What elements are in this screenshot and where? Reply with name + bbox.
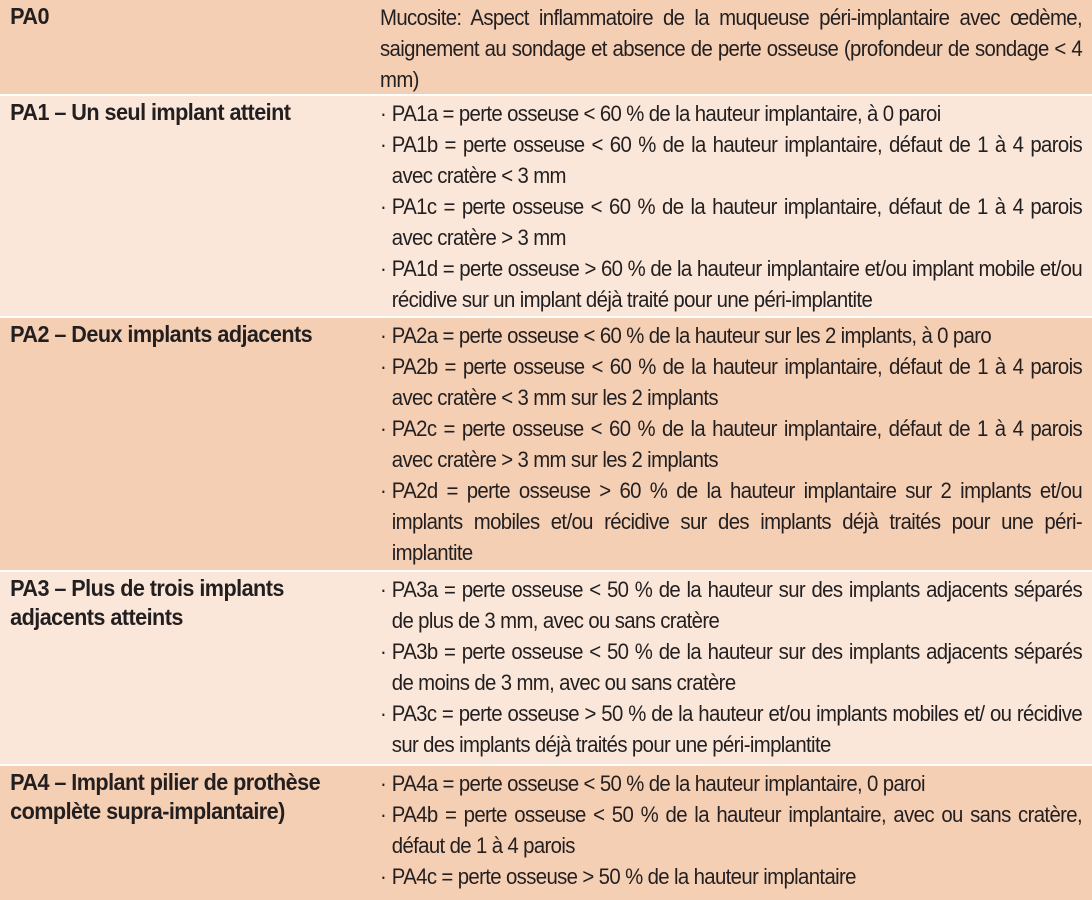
bullet: ·: [380, 416, 387, 441]
row-label-text: PA1 – Un seul implant atteint: [10, 99, 291, 125]
row-label-line: complète supra-implantaire): [10, 798, 285, 824]
list-item: [380, 861, 1082, 892]
row-label: [0, 96, 340, 316]
list-item-text: PA2c = perte osseuse < 60 % de la hauteur implantaire, défaut de 1 à 4 parois avec cratère > 3 mm sur les 2 implants: [391, 416, 1083, 472]
table-row-pa3: [0, 570, 1092, 764]
bullet: ·: [380, 802, 387, 827]
row-label-line: adjacents atteints: [10, 604, 183, 630]
list-item-text: PA3c = perte osseuse > 50 % de la hauteur et/ou implants mobiles et/ ou récidive sur des implants déjà traités pour une péri-implantite: [391, 701, 1083, 757]
list-item: [380, 253, 1082, 315]
list-item-text: PA3b = perte osseuse < 50 % de la hauteur sur des implants adjacents séparés de moins de 3 mm, avec ou sans cratère: [391, 639, 1083, 695]
bullet: ·: [380, 101, 387, 126]
list-item: [380, 768, 1082, 799]
list-item-text: PA1d = perte osseuse > 60 % de la hauteur implantaire et/ou implant mobile et/ou récidive sur un implant déjà traité pour une péri-implantite: [391, 256, 1083, 312]
list-item-text: PA1c = perte osseuse < 60 % de la hauteur implantaire, défaut de 1 à 4 parois avec cratère > 3 mm: [391, 194, 1083, 250]
row-content: [370, 318, 1092, 570]
row-label-line: PA4 – Implant pilier de prothèse: [10, 769, 321, 795]
row-description: Mucosite: Aspect inflammatoire de la muqueuse péri-implantaire avec œdème, saignement au sondage et absence de perte osseuse (profondeur de sondage < 4 mm): [380, 5, 1083, 92]
table-row-pa0: [0, 0, 1092, 94]
bullet: ·: [380, 864, 387, 889]
bullet: ·: [380, 771, 387, 796]
list-item: [380, 698, 1082, 760]
list-item-text: PA4b = perte osseuse < 50 % de la hauteur implantaire, avec ou sans cratère, défaut de 1 à 4 parois: [391, 802, 1083, 858]
list-item-text: PA4c = perte osseuse > 50 % de la hauteur implantaire: [391, 864, 856, 889]
bullet: ·: [380, 354, 387, 379]
row-label: [0, 0, 340, 94]
list-item-text: PA1b = perte osseuse < 60 % de la hauteur implantaire, défaut de 1 à 4 parois avec cratère < 3 mm: [391, 132, 1083, 188]
list-item-text: PA1a = perte osseuse < 60 % de la hauteur implantaire, à 0 paroi: [391, 101, 941, 126]
row-label: [0, 318, 340, 570]
list-item-text: PA2d = perte osseuse > 60 % de la hauteur implantaire sur 2 implants et/ou implants mobiles et/ou récidive sur des implants déjà traités pour une péri-implantite: [391, 478, 1083, 565]
list-item-text: PA3a = perte osseuse < 50 % de la hauteur sur des implants adjacents séparés de plus de 3 mm, avec ou sans cratère: [391, 577, 1083, 633]
list-item: [380, 574, 1082, 636]
table-row-pa2: [0, 316, 1092, 570]
list-item-text: PA2a = perte osseuse < 60 % de la hauteur sur les 2 implants, à 0 paro: [391, 323, 992, 348]
row-label: [0, 766, 340, 900]
list-item: [380, 320, 1082, 351]
list-item: [380, 191, 1082, 253]
bullet: ·: [380, 323, 387, 348]
row-label-text: PA0: [10, 3, 49, 29]
bullet: ·: [380, 639, 387, 664]
list-item-text: PA2b = perte osseuse < 60 % de la hauteur implantaire, défaut de 1 à 4 parois avec cratère < 3 mm sur les 2 implants: [391, 354, 1083, 410]
list-item: [380, 351, 1082, 413]
table-row-pa4: [0, 764, 1092, 900]
list-item: [380, 636, 1082, 698]
row-content: [370, 96, 1092, 316]
list-item: [380, 475, 1082, 568]
table-row-pa1: [0, 94, 1092, 316]
row-content: [370, 0, 1092, 94]
list-item: [380, 799, 1082, 861]
row-label: [0, 572, 340, 764]
bullet: ·: [380, 701, 387, 726]
row-label-text: PA2 – Deux implants adjacents: [10, 321, 313, 347]
bullet: ·: [380, 256, 387, 281]
row-label-line: PA3 – Plus de trois implants: [10, 575, 284, 601]
row-content: [370, 572, 1092, 764]
list-item: [380, 413, 1082, 475]
list-item-text: PA4a = perte osseuse < 50 % de la hauteur implantaire, 0 paroi: [391, 771, 925, 796]
bullet: ·: [380, 194, 387, 219]
bullet: ·: [380, 132, 387, 157]
list-item: [380, 129, 1082, 191]
list-item: [380, 98, 1082, 129]
row-content: [370, 766, 1092, 900]
bullet: ·: [380, 478, 387, 503]
bullet: ·: [380, 577, 387, 602]
